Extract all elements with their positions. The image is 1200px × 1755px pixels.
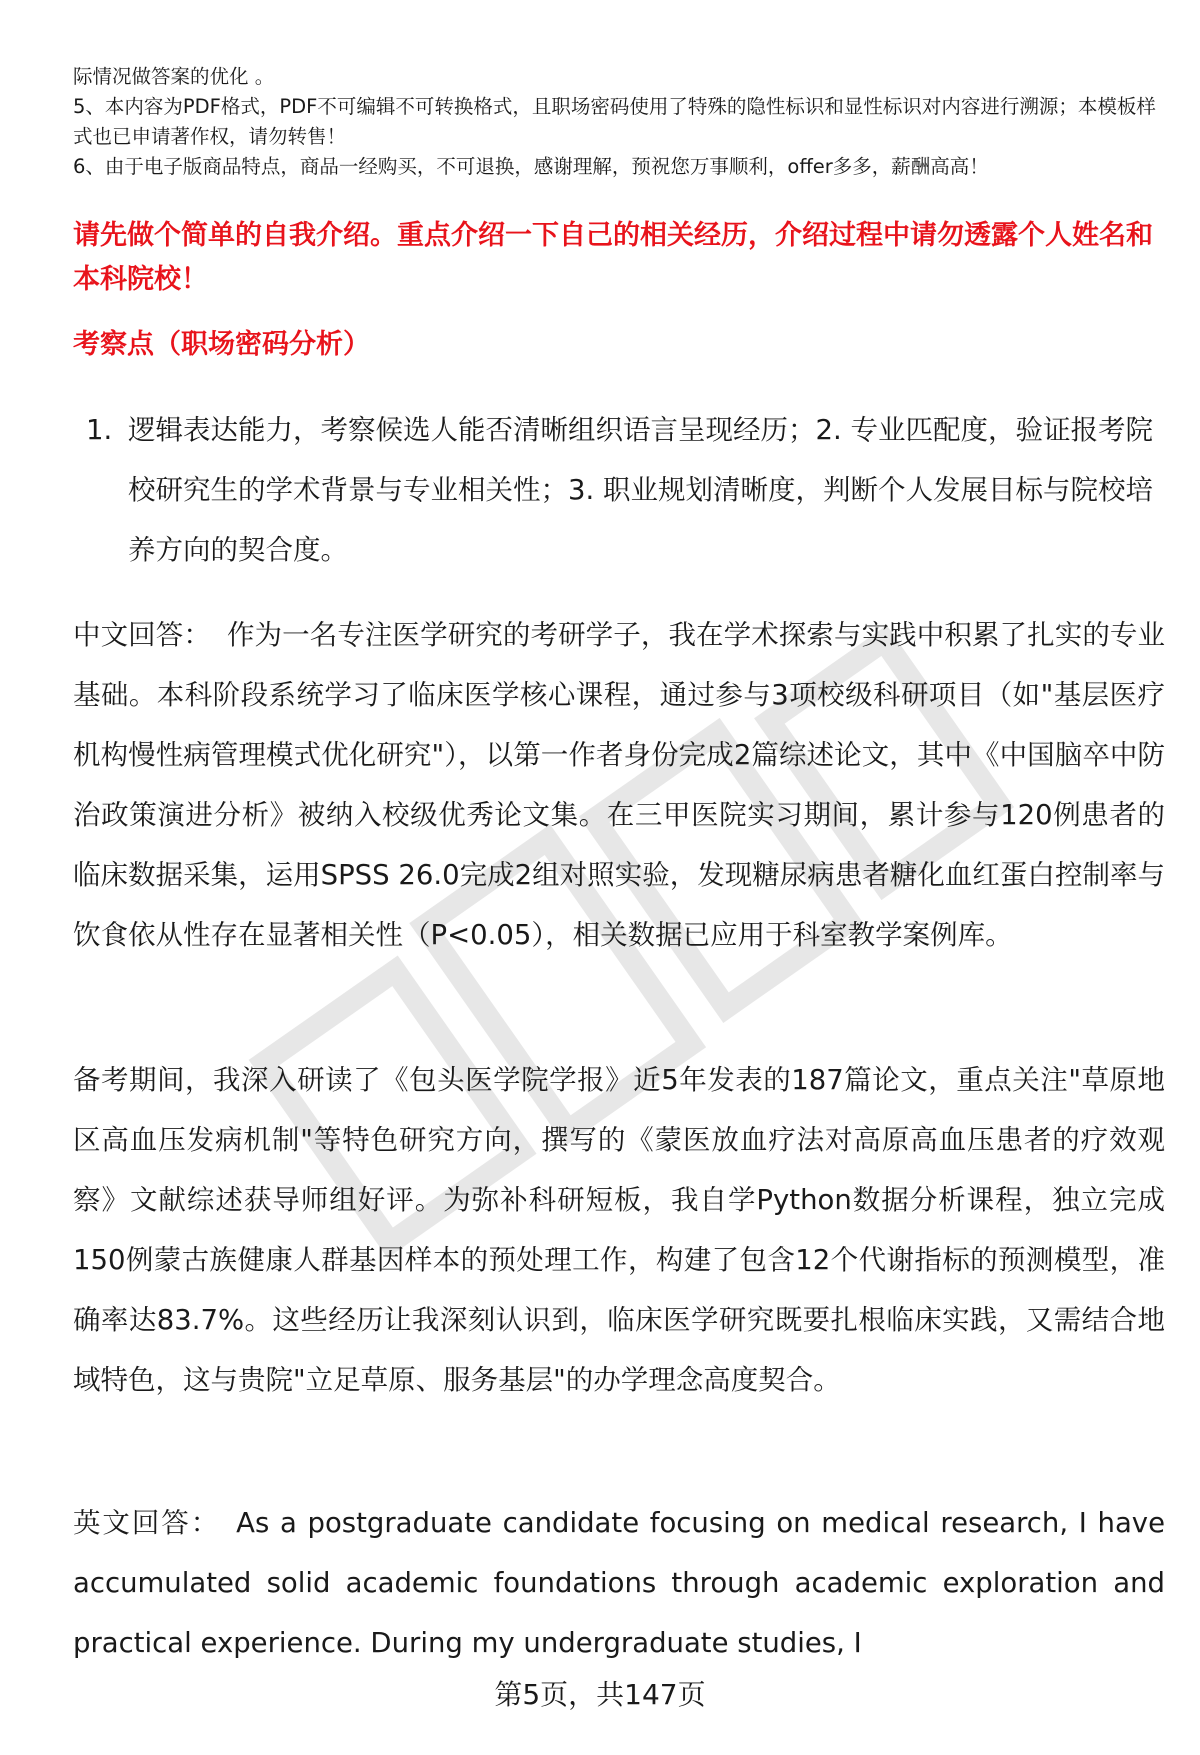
assessment-points bbox=[86, 400, 1164, 580]
note-line-3: 6、由于电子版商品特点，商品一经购买，不可退换，感谢理解，预祝您万事顺利，offer多多，薪酬高高！ bbox=[73, 155, 989, 178]
page-footer: 第5页，共147页 bbox=[494, 1678, 706, 1711]
english-answer-paragraph bbox=[73, 1493, 1165, 1673]
assessment-points-text: 逻辑表达能力，考察候选人能否清晰组织语言呈现经历；2. 专业匹配度，验证报考院校研究生的学术背景与专业相关性；3. 职业规划清晰度，判断个人发展目标与院校培养方向的契合度。 bbox=[128, 414, 1153, 566]
purchase-notes bbox=[73, 62, 1163, 182]
english-answer-text: As a postgraduate candidate focusing on medical research, I have accumulated solid academic foundations through academic exploration and practical experience. During my undergraduate studies, I bbox=[73, 1507, 1165, 1659]
english-answer-label: 英文回答： bbox=[73, 1507, 221, 1539]
chinese-answer-label: 中文回答： bbox=[73, 619, 211, 651]
section-title-assessment: 考察点（职场密码分析） bbox=[73, 329, 370, 360]
list-number: 1. bbox=[86, 414, 113, 446]
chinese-answer-text-1: 作为一名专注医学研究的考研学子，我在学术探索与实践中积累了扎实的专业基础。本科阶段系统学习了临床医学核心课程，通过参与3项校级科研项目（如"基层医疗机构慢性病管理模式优化研究"），以第一作者身份完成2篇综述论文，其中《中国脑卒中防治政策演进分析》被纳入校级优秀论文集。在三甲医院实习期间，累计参与120例患者的临床数据采集，运用SPSS 26.0完成2组对照实验，发现糖尿病患者糖化血红蛋白控制率与饮食依从性存在显著相关性（P<0.05），相关数据已应用于科室教学案例库。 bbox=[73, 619, 1166, 951]
interview-question: 请先做个简单的自我介绍。重点介绍一下自己的相关经历，介绍过程中请勿透露个人姓名和本科院校！ bbox=[73, 220, 1153, 295]
chinese-answer-paragraph-2: 备考期间，我深入研读了《包头医学院学报》近5年发表的187篇论文，重点关注"草原地区高血压发病机制"等特色研究方向，撰写的《蒙医放血疗法对高原高血压患者的疗效观察》文献综述获导师组好评。为弥补科研短板，我自学Python数据分析课程，独立完成150例蒙古族健康人群基因样本的预处理工作，构建了包含12个代谢指标的预测模型，准确率达83.7%。这些经历让我深刻认识到，临床医学研究既要扎根临床实践，又需结合地域特色，这与贵院"立足草原、服务基层"的办学理念高度契合。 bbox=[73, 1064, 1165, 1396]
note-line-2: 5、本内容为PDF格式，PDF不可编辑不可转换格式，且职场密码使用了特殊的隐性标识和显性标识对内容进行溯源；本模板样式也已申请著作权，请勿转售！ bbox=[73, 95, 1156, 148]
note-line-1: 际情况做答案的优化 。 bbox=[73, 65, 275, 88]
chinese-answer-paragraph-1 bbox=[73, 605, 1165, 965]
